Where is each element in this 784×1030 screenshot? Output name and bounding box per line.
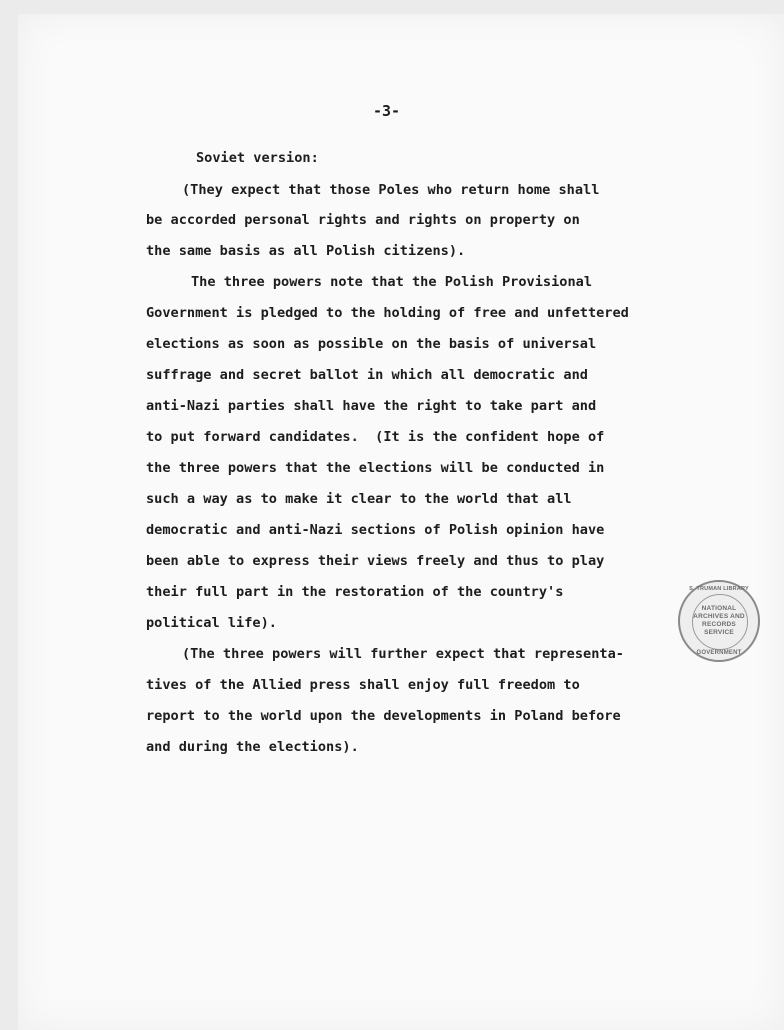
stamp-ring-top: S. TRUMAN LIBRARY — [689, 586, 749, 592]
body-line: and during the elections). — [146, 739, 359, 755]
stamp-text: SERVICE — [704, 629, 734, 636]
body-line: suffrage and secret ballot in which all democratic and — [146, 367, 588, 383]
body-line: report to the world upon the developments in Poland before — [146, 708, 621, 724]
section-heading: Soviet version: — [196, 150, 319, 166]
page-number: -3- — [373, 102, 401, 120]
body-line: tives of the Allied press shall enjoy full freedom to — [146, 677, 580, 693]
body-line: The three powers note that the Polish Provisional — [191, 274, 593, 290]
body-line: democratic and anti-Nazi sections of Polish opinion have — [146, 522, 605, 538]
body-line: to put forward candidates. (It is the confident hope of — [146, 429, 605, 445]
body-line: the same basis as all Polish citizens). — [146, 243, 466, 259]
archive-stamp — [678, 580, 760, 662]
body-line: political life). — [146, 615, 277, 631]
body-line: such a way as to make it clear to the world that all — [146, 491, 572, 507]
body-line: their full part in the restoration of the country's — [146, 584, 564, 600]
body-line: Government is pledged to the holding of free and unfettered — [146, 305, 629, 321]
body-line: been able to express their views freely and thus to play — [146, 553, 605, 569]
stamp-text: ARCHIVES AND — [693, 613, 745, 620]
body-line: elections as soon as possible on the basis of universal — [146, 336, 597, 352]
body-line: the three powers that the elections will be conducted in — [146, 460, 605, 476]
stamp-text: NATIONAL — [701, 605, 737, 612]
stamp-ring-bottom: GOVERNMENT — [696, 650, 742, 656]
body-line: (The three powers will further expect that representa- — [182, 646, 624, 662]
body-line: be accorded personal rights and rights on property on — [146, 212, 580, 228]
body-line: (They expect that those Poles who return home shall — [182, 182, 600, 198]
body-line: anti-Nazi parties shall have the right to take part and — [146, 398, 597, 414]
stamp-text: RECORDS — [702, 621, 736, 628]
